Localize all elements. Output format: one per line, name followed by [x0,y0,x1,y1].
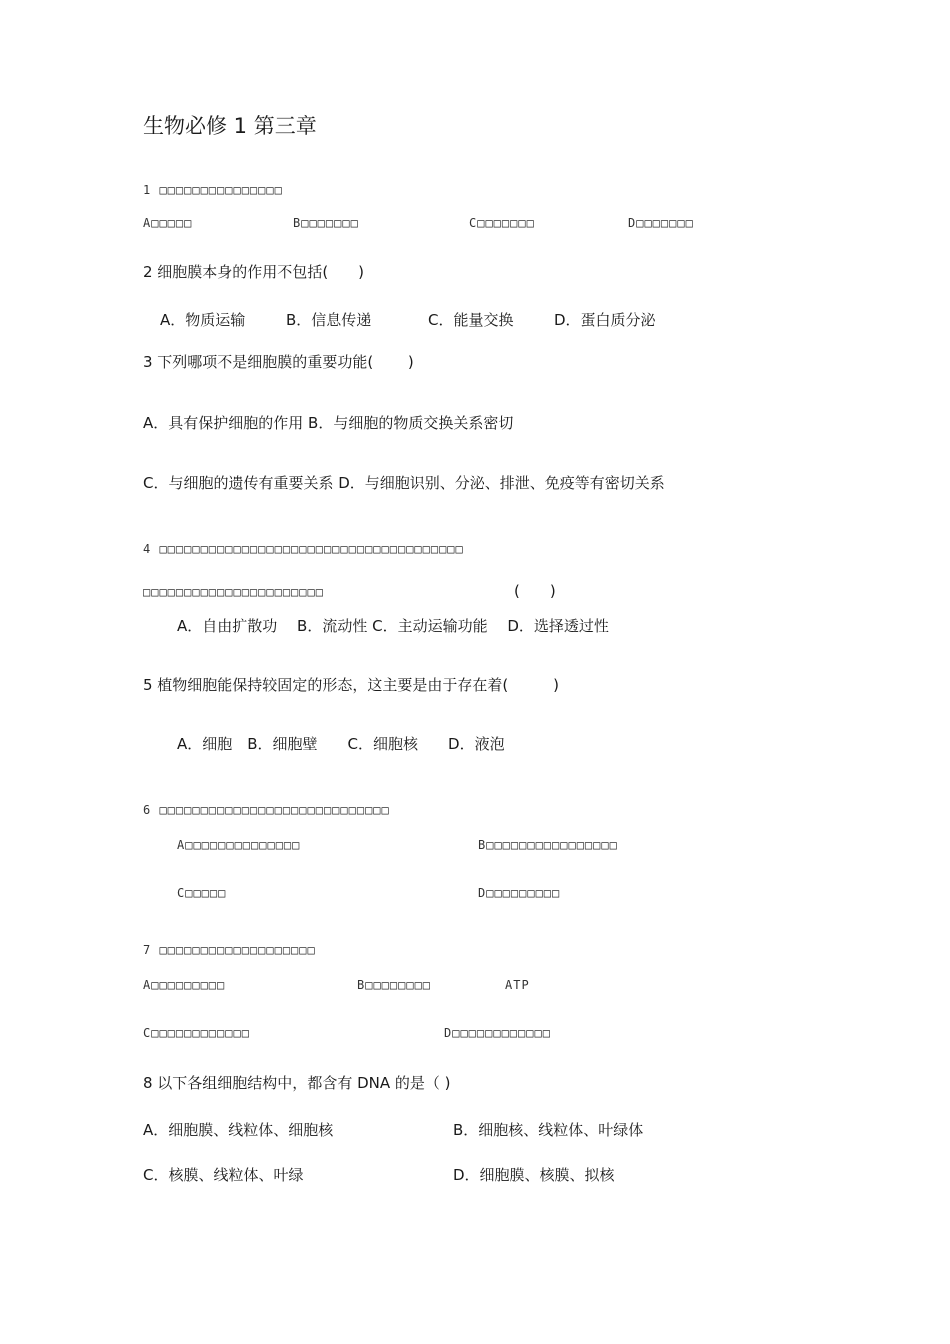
q6-option-a: A□□□□□□□□□□□□□□ [177,838,301,852]
q5-options: A．细胞 B．细胞壁 C．细胞核 D．液泡 [177,735,505,753]
q5-stem: 5 植物细胞能保持较固定的形态，这主要是由于存在着( ) [143,676,560,694]
q8-stem: 8 以下各组细胞结构中，都含有 DNA 的是（ ) [143,1074,451,1092]
q4-answer-paren: ( ) [514,582,556,600]
q3-options-cd: C．与细胞的遗传有重要关系 D．与细胞识别、分泌、排泄、免疫等有密切关系 [143,474,665,492]
q3-options-ab: A．具有保护细胞的作用 B．与细胞的物质交换关系密切 [143,414,514,432]
q3-stem: 3 下列哪项不是细胞膜的重要功能( ) [143,353,414,371]
q7-option-b-atp: ATP [505,978,530,992]
q2-option-b: B．信息传递 [286,311,372,329]
q2-option-a: A．物质运输 [160,311,246,329]
q2-option-c: C．能量交换 [428,311,514,329]
q1-option-d: D□□□□□□□ [628,216,694,230]
q2-option-d: D．蛋白质分泌 [554,311,656,329]
page-title: 生物必修 1 第三章 [143,114,317,138]
q4-stem-line1: 4 □□□□□□□□□□□□□□□□□□□□□□□□□□□□□□□□□□□□□ [143,542,464,556]
q4-options: A．自由扩散功 B．流动性 C．主动运输功能 D．选择透过性 [177,617,609,635]
q4-stem-line2: □□□□□□□□□□□□□□□□□□□□□□ [143,585,324,599]
q8-option-c: C．核膜、线粒体、叶绿 [143,1166,304,1184]
q7-option-b: B□□□□□□□□ [357,978,432,992]
q1-stem: 1 □□□□□□□□□□□□□□□ [143,183,283,197]
q6-option-b: B□□□□□□□□□□□□□□□□ [478,838,618,852]
q8-option-b: B．细胞核、线粒体、叶绿体 [453,1121,644,1139]
q1-option-b: B□□□□□□□ [293,216,359,230]
q7-stem: 7 □□□□□□□□□□□□□□□□□□□ [143,943,316,957]
q2-stem: 2 细胞膜本身的作用不包括( ) [143,263,365,281]
q6-option-d: D□□□□□□□□□ [478,886,561,900]
q7-option-c: C□□□□□□□□□□□□ [143,1026,250,1040]
q8-option-d: D．细胞膜、核膜、拟核 [453,1166,615,1184]
q6-option-c: C□□□□□ [177,886,227,900]
q1-option-c: C□□□□□□□ [469,216,535,230]
q1-option-a: A□□□□□ [143,216,193,230]
q7-option-a: A□□□□□□□□□ [143,978,226,992]
q6-stem: 6 □□□□□□□□□□□□□□□□□□□□□□□□□□□□ [143,803,390,817]
q7-option-d: D□□□□□□□□□□□□ [444,1026,551,1040]
q8-option-a: A．细胞膜、线粒体、细胞核 [143,1121,334,1139]
